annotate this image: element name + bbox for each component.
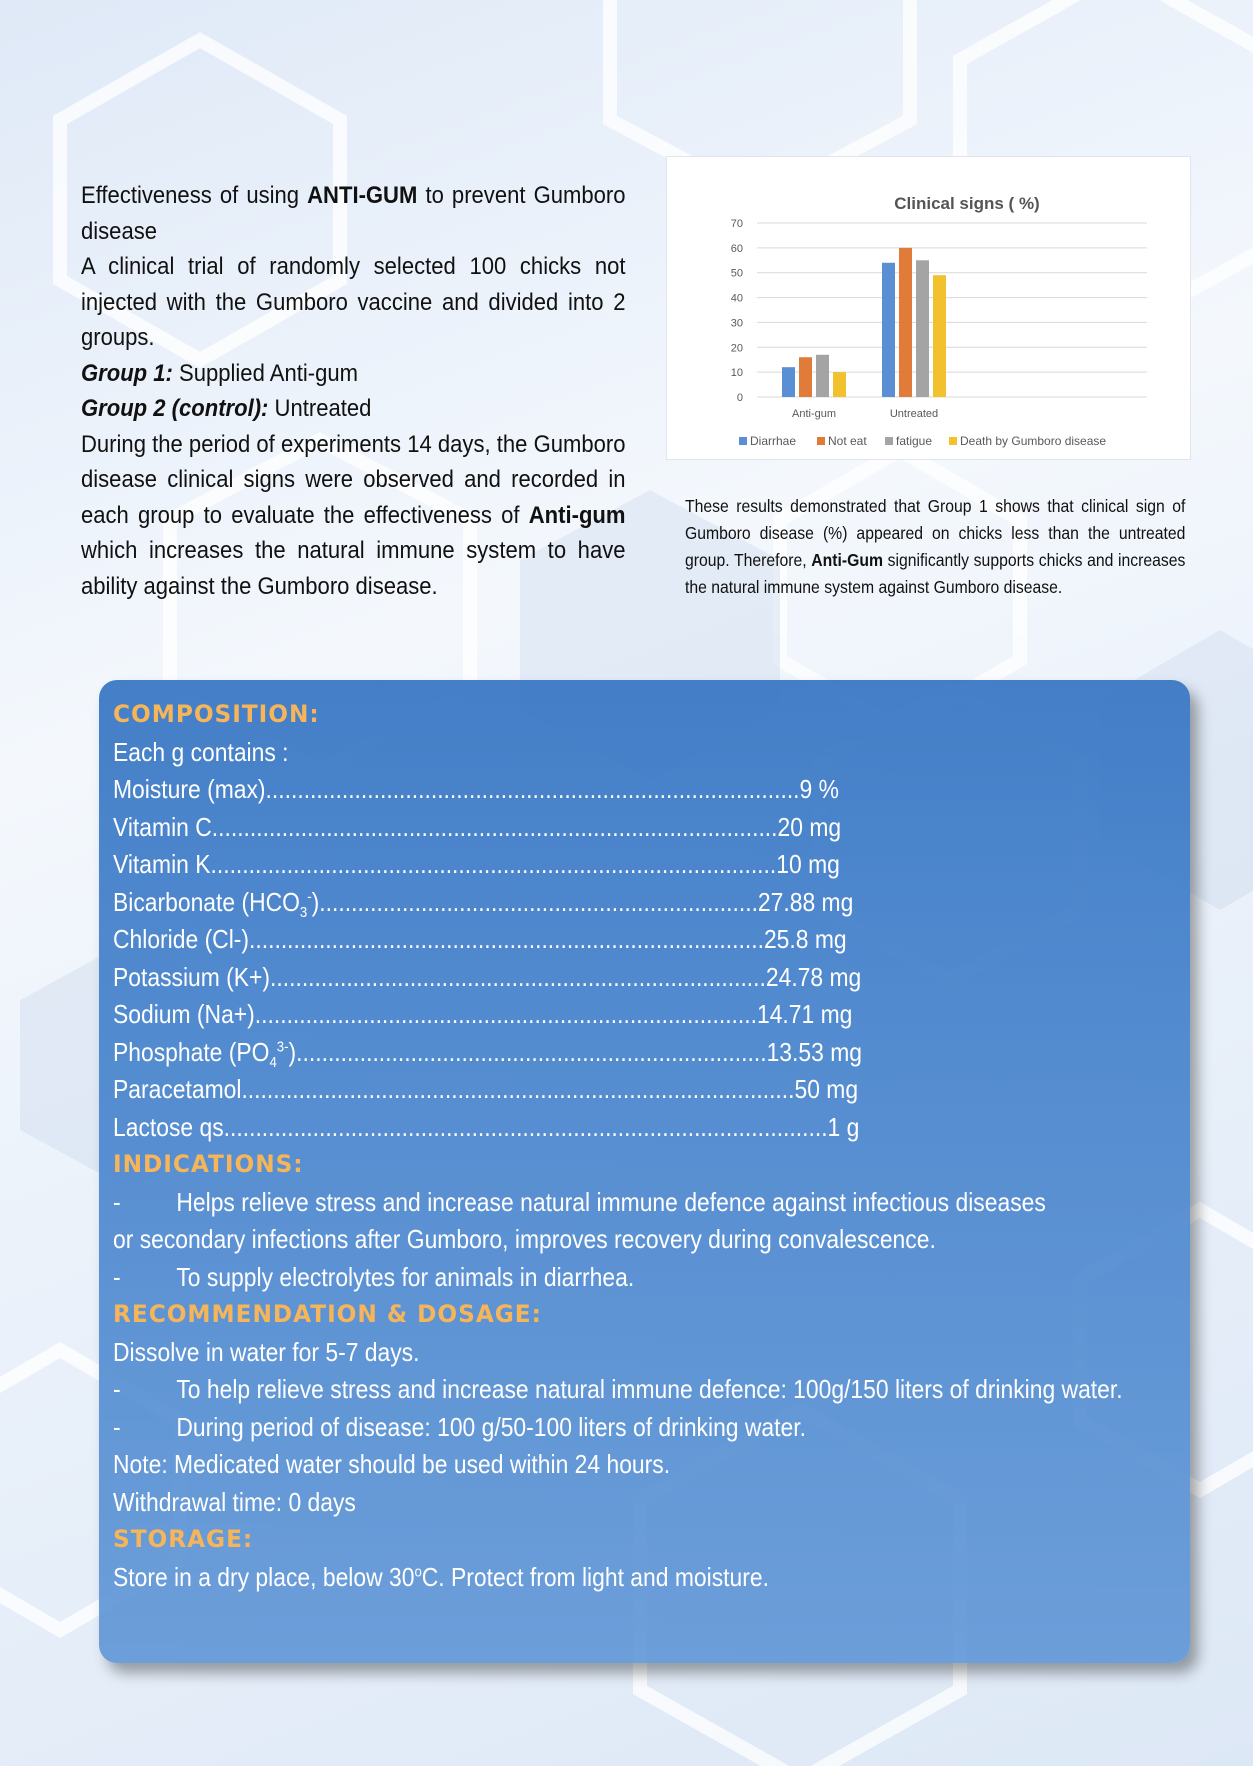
y-tick-label: 20: [730, 342, 743, 355]
legend-swatch: [817, 437, 825, 445]
brand-name: Anti-gum: [528, 501, 626, 529]
chart-svg: [667, 157, 1190, 459]
brand-name: Anti-Gum: [811, 550, 884, 570]
ingredient-phosphate: Phosphate $(PO_4^{3-})..........................................................................13.53$ mg: [113, 1036, 862, 1071]
bar: [916, 260, 929, 397]
bar: [882, 263, 895, 397]
composition-heading: COMPOSITION:: [113, 700, 320, 728]
chart-title: Clinical signs ( %): [894, 194, 1040, 213]
legend-label: Not eat: [828, 434, 867, 448]
withdrawal-time: Withdrawal time: 0 days: [113, 1486, 356, 1517]
indications-heading: INDICATIONS:: [113, 1150, 304, 1178]
y-tick-label: 40: [730, 292, 743, 305]
group-1: Group 1: Supplied Anti-gum: [81, 359, 358, 387]
ingredient-paracetamol: Paracetamol.......................................................................................50 mg: [113, 1074, 859, 1104]
y-tick-label: 30: [730, 317, 743, 330]
intro-section: [81, 178, 626, 604]
bar: [799, 357, 812, 397]
legend-swatch: [949, 437, 957, 445]
dosage-item: - To help relieve stress and increase natural immune defence: 100g/150 liters of drinking water.: [113, 1374, 1123, 1404]
indication-item: - Helps relieve stress and increase natural immune defence against infectious diseases or secondary infections after Gumboro, improves recovery during convalescence.: [113, 1186, 1046, 1254]
intro-title: Effectiveness of using ANTI-GUM to prevent Gumboro disease: [81, 182, 626, 245]
ingredient-sodium: Sodium (Na+)...............................................................................14.71 mg: [113, 999, 853, 1029]
bar: [782, 367, 795, 397]
legend-swatch: [739, 437, 747, 445]
legend-label: Death by Gumboro disease: [960, 434, 1107, 448]
experiment-period: During the period of experiments 14 days, the Gumboro disease clinical signs were observed and recorded in each group to evaluate the effectiveness of Anti-gum which increases the natural immune system to have ability against the Gumboro disease.: [81, 430, 626, 600]
x-tick-label: Anti-gum: [791, 408, 837, 420]
dosage-note: Note: Medicated water should be used within 24 hours.: [113, 1449, 671, 1479]
ingredient-lactose: Lactose qs...............................................................................................1 g: [113, 1111, 860, 1142]
legend-label: fatigue: [896, 434, 933, 448]
y-tick-label: 10: [730, 367, 743, 380]
y-tick-label: 50: [730, 267, 743, 280]
ingredient-moisture: Moisture (max)....................................................................................9 %: [113, 774, 839, 804]
y-tick-label: 70: [730, 218, 743, 230]
product-info-panel: [99, 680, 1190, 1663]
x-tick-label: Untreated: [889, 408, 939, 420]
trial-description: A clinical trial of randomly selected 100 chicks not injected with the Gumboro vaccine and divided into 2 groups.: [81, 253, 626, 351]
results-paragraph: These results demonstrated that Group 1 shows that clinical sign of Gumboro disease (%) appeared on chicks less than the untreated group. Therefore, Anti-Gum significantly supports chicks and increases the natural immune system against Gumboro disease.: [685, 496, 1186, 597]
composition-intro: Each g contains :: [113, 736, 289, 767]
legend-swatch: [885, 437, 893, 445]
bar: [833, 372, 846, 397]
legend-label: Diarrhae: [750, 434, 797, 448]
ingredient-chloride: Chloride (Cl-).................................................................................25.8 mg: [113, 924, 847, 954]
group-2: Group 2 (control): Untreated: [81, 395, 372, 422]
bar: [899, 248, 912, 397]
bar: [816, 355, 829, 397]
dosage-heading: RECOMMENDATION & DOSAGE:: [113, 1300, 542, 1328]
brand-name: ANTI-GUM: [307, 182, 418, 209]
clinical-signs-chart: [666, 156, 1191, 460]
storage-heading: STORAGE:: [113, 1525, 254, 1553]
indication-item: - To supply electrolytes for animals in diarrhea.: [113, 1261, 635, 1292]
bar: [933, 275, 946, 397]
y-tick-label: 0: [736, 392, 743, 404]
ingredient-vitamin-k: Vitamin K.........................................................................................10 mg: [113, 849, 840, 879]
dosage-item: - During period of disease: 100 g/50-100 liters of drinking water.: [113, 1411, 806, 1442]
dosage-intro: Dissolve in water for 5-7 days.: [113, 1336, 420, 1367]
y-tick-label: 60: [730, 242, 743, 255]
ingredient-vitamin-c: Vitamin C.........................................................................................20 mg: [113, 811, 842, 842]
ingredient-potassium: Potassium (K+)..............................................................................24.78 mg: [113, 961, 862, 992]
ingredient-bicarbonate: Bicarbonate $(HCO_3^-).....................................................................27.88$ mg: [113, 886, 854, 921]
storage-text: Store in a dry place, below 30$^o$C. Protect from light and moisture.: [113, 1561, 769, 1592]
